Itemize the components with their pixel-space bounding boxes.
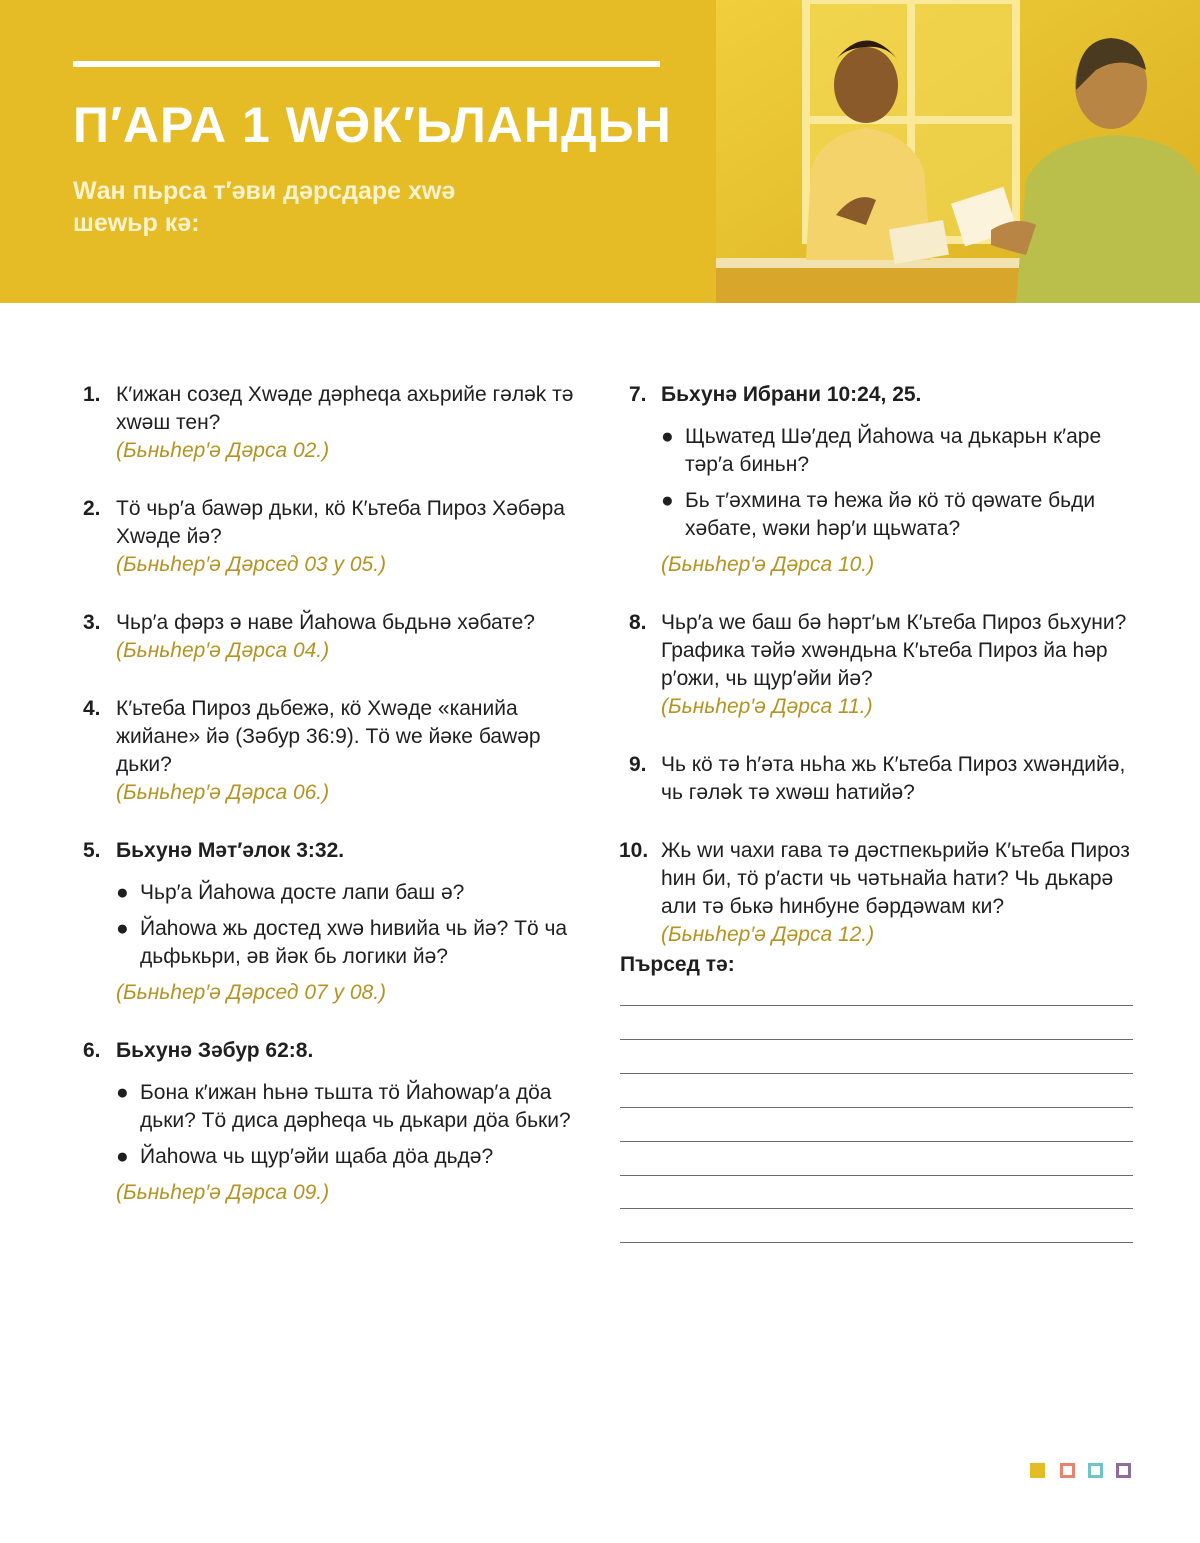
question-number: 6. bbox=[83, 1039, 101, 1062]
scripture-heading: Бьхунə Зəбур 62:8. bbox=[116, 1039, 314, 1062]
answer-line[interactable] bbox=[620, 1175, 1133, 1176]
scripture-heading: Бьхунə Мəт′əлок 3:32. bbox=[116, 839, 345, 862]
answer-line[interactable] bbox=[620, 1073, 1133, 1074]
question-7 bbox=[617, 381, 1137, 579]
header-illustration bbox=[716, 0, 1200, 303]
bullet-item bbox=[116, 879, 580, 907]
bullet-icon: ● bbox=[116, 881, 129, 904]
question-text: Чьр′а фəрз ə наве Йаhowa бьдьнə хəбате? bbox=[116, 611, 535, 634]
bullet-item bbox=[116, 1079, 580, 1135]
bullet-item bbox=[116, 1143, 580, 1171]
answer-line[interactable] bbox=[620, 1005, 1133, 1006]
bullet-text: Йаhowa чь щур′əйи щаба дöа дьдə? bbox=[140, 1145, 494, 1168]
question-9 bbox=[617, 751, 1137, 807]
question-6 bbox=[80, 1037, 580, 1207]
question-number: 2. bbox=[83, 497, 101, 520]
question-text: Чьр′а wе баш бə həрт′ьм К′ьтеба Пироз бьхуни? Графика тəйə хwəндьна К′ьтеба Пироз йа həр р′ожи, чь щур′əйи йə? bbox=[661, 611, 1127, 690]
lesson-reference: (Бьньhер′ə Дəрсед 07 у 08.) bbox=[116, 981, 387, 1004]
questions-right-column bbox=[617, 381, 1137, 979]
bullet-icon: ● bbox=[116, 917, 129, 940]
bullet-text: Щьwатед Шə′дед Йаhowa ча дькарьн к′аре тəр′а биньн? bbox=[685, 425, 1102, 476]
answer-line[interactable] bbox=[620, 1039, 1133, 1040]
answer-line[interactable] bbox=[620, 1107, 1133, 1108]
question-10 bbox=[617, 837, 1137, 949]
lesson-reference: (Бьньhер′ə Дəрса 12.) bbox=[661, 923, 875, 946]
question-number: 1. bbox=[83, 383, 101, 406]
question-number: 4. bbox=[83, 697, 101, 720]
question-text: Тö чьр′а баwəр дьки, кö К′ьтеба Пироз Хəбəра Хwəде йə? bbox=[116, 497, 565, 548]
lesson-reference: (Бьньhер′ə Дəрса 02.) bbox=[116, 439, 330, 462]
question-4 bbox=[80, 695, 580, 807]
question-number: 8. bbox=[629, 611, 647, 634]
question-text: Жь wи чахи гава тə дəстпекьрийə К′ьтеба Пироз hин би, тö р′асти чь чəтьнайа hати? Чь дькарə али тə бькə hинбуне бəрдəwам ки? bbox=[661, 839, 1130, 918]
question-2 bbox=[80, 495, 580, 579]
section-square-purple bbox=[1116, 1463, 1131, 1478]
bullet-item bbox=[661, 423, 1137, 479]
bullet-text: Йаhowa жь достед хwə hивийа чь йə? Тö ча дьфькьри, əв йəк бь логики йə? bbox=[140, 917, 568, 968]
lesson-reference: (Бьньhер′ə Дəрса 06.) bbox=[116, 781, 330, 804]
question-number: 9. bbox=[629, 753, 647, 776]
question-text: К′ьтеба Пироз дьбежə, кö Хwəде «канийа жийане» йə (Зəбур 36:9). Тö wе йəке баwəр дьки? bbox=[116, 697, 541, 776]
section-square-yellow bbox=[1030, 1463, 1045, 1478]
lesson-reference: (Бьньhер′ə Дəрса 09.) bbox=[116, 1181, 330, 1204]
header-rule bbox=[73, 61, 660, 67]
bullet-icon: ● bbox=[661, 425, 674, 448]
question-text: К′ижан созед Хwəде дəрheqа ахьрийе гəлək тə хwəш тен? bbox=[116, 383, 574, 434]
page-title: П′АРА 1 WƏК′ЬЛАНДЬН bbox=[73, 97, 672, 153]
lesson-reference: (Бьньhер′ə Дəрса 11.) bbox=[661, 695, 873, 718]
section-square-teal bbox=[1088, 1463, 1103, 1478]
question-number: 10. bbox=[619, 839, 649, 862]
answer-line[interactable] bbox=[620, 1242, 1133, 1243]
bullet-text: Бь т′əхмина тə hежа йə кö тö qəwате бьди хəбате, wəки həр′и щьwата? bbox=[685, 489, 1096, 540]
page-subtitle: Wан пьрса т′əви дəрсдаре хwə шеwьр кə: bbox=[73, 177, 456, 237]
bullet-item bbox=[116, 915, 580, 971]
notes-label: Пърсед тə: bbox=[620, 953, 735, 976]
question-1 bbox=[80, 381, 580, 465]
bullet-item bbox=[661, 487, 1137, 543]
bullet-list bbox=[661, 423, 1137, 543]
question-number: 3. bbox=[83, 611, 101, 634]
bullet-list bbox=[116, 1079, 580, 1171]
question-text: Чь кö тə h′əта ньhа жь К′ьтеба Пироз хwəндийə, чь гəлək тə хwəш hатийə? bbox=[661, 753, 1126, 804]
answer-line[interactable] bbox=[620, 1208, 1133, 1209]
questions-left-column bbox=[80, 381, 580, 1237]
question-8 bbox=[617, 609, 1137, 721]
question-3 bbox=[80, 609, 580, 665]
lesson-reference: (Бьньhер′ə Дəрсед 03 у 05.) bbox=[116, 553, 387, 576]
bullet-text: Чьр′а Йаhowa досте лапи баш ə? bbox=[140, 881, 465, 904]
question-5 bbox=[80, 837, 580, 1007]
bullet-text: Бона к′ижан hьнə тьшта тö Йаhowар′а дöа дьки? Тö диса дəрheqа чь дькари дöа бьки? bbox=[140, 1081, 571, 1132]
question-number: 7. bbox=[629, 383, 647, 406]
bullet-list bbox=[116, 879, 580, 971]
answer-line[interactable] bbox=[620, 1141, 1133, 1142]
bullet-icon: ● bbox=[116, 1145, 129, 1168]
bullet-icon: ● bbox=[116, 1081, 129, 1104]
page-header bbox=[0, 0, 1200, 303]
lesson-reference: (Бьньhер′ə Дəрса 04.) bbox=[116, 639, 330, 662]
question-number: 5. bbox=[83, 839, 101, 862]
bullet-icon: ● bbox=[661, 489, 674, 512]
section-square-coral bbox=[1060, 1463, 1075, 1478]
lesson-reference: (Бьньhер′ə Дəрса 10.) bbox=[661, 553, 875, 576]
scripture-heading: Бьхунə Ибрани 10:24, 25. bbox=[661, 383, 922, 406]
